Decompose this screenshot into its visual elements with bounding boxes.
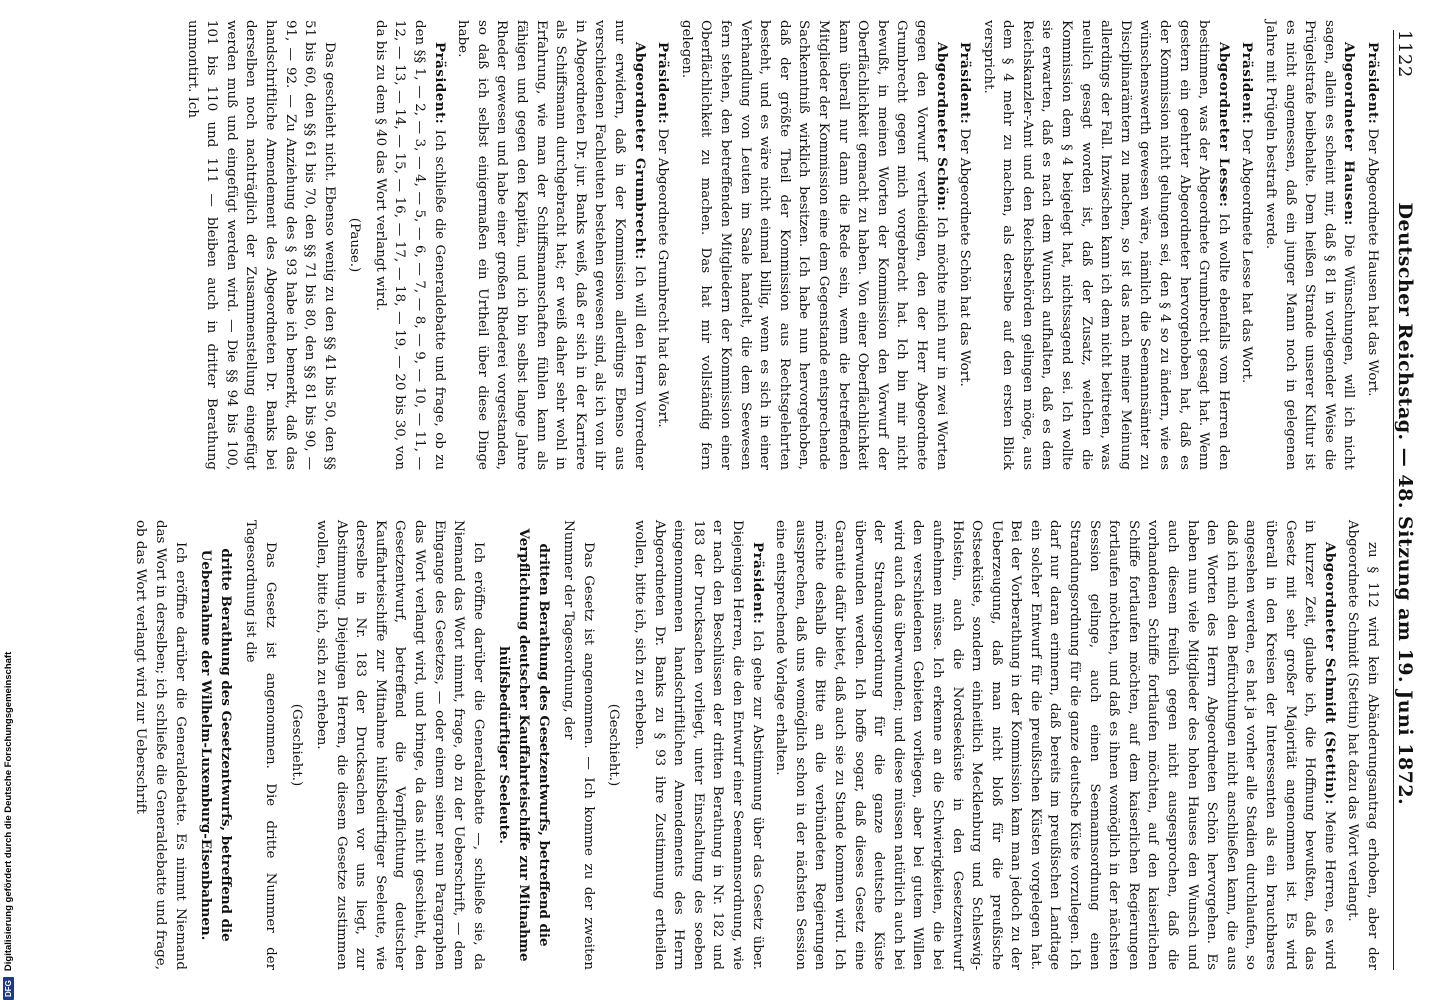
page-number: 1122 <box>1394 30 1415 78</box>
running-head <box>1393 30 1424 970</box>
paragraph-text: Ich eröffne darüber die Generaldebatte. Es nimmt Niemand das Wort in derselben; ich schließe die Generaldebatte und frage, ob das Wort verlangt wird zur Ueberschrift <box>133 520 188 970</box>
paragraph-text: Ich schließe die Generaldebatte und frage, ob zu den §§ 1, — 2, — 3, — 4, — 5, — 6, — 7, — 8, — 9, — 10, — 11, — 12, — 13, — 14, — 15, — 16, — 17, — 18, — 19, — 20 bis 30, von da bis zu dem § 40 das Wort verlangt wird. <box>372 20 447 470</box>
paragraph <box>1260 20 1358 470</box>
stage-direction: (Geschieht.) <box>288 703 304 787</box>
left-column <box>178 20 1382 470</box>
paragraph <box>1343 520 1382 970</box>
paragraph-text: Das Gesetz ist angenommen. — Ich komme zu der zweiten Nummer der Tagesordnung, der <box>561 520 596 970</box>
paragraph <box>131 520 190 970</box>
speaker-name: Präsident: <box>957 42 974 125</box>
dfg-logo-icon: DFG <box>3 977 14 1000</box>
paragraph <box>1362 20 1382 470</box>
paragraph-text: Der Abgeordnete Schön hat das Wort. <box>957 128 973 387</box>
speaker-name: Präsident: <box>1365 42 1381 125</box>
stage-direction: (Pause.) <box>347 217 363 273</box>
paragraph-text: Das Gesetz ist angenommen. Die dritte Nummer der Tagesordnung ist die <box>243 520 278 970</box>
speaker-name: Abgeordneter Schmidt (Stettin): <box>1321 542 1338 805</box>
agenda-heading: dritten Berathung des Gesetzentwurfs, betreffend die Verpflichtung deutscher Kauffahrteischiffe zur Mitnahme hülfsbedürftiger Seeleute. <box>496 528 552 962</box>
paragraph-text: Ich möchte mich nur in zwei Worten gegen den Vorwurf vertheidigen, den der Herr Abgeordnete Grumbrecht gegen mich vorgebracht hat. Ich bin mir nicht bewußt, in meinen Worten der Kommission den Vorwurf der Oberflächlichkeit gemacht zu haben. Von einer Oberflächlichkeit kann überall nur dann die Rede sein, wenn die betreffenden Mitglieder der Kommission eine dem Gegenstande entsprechende Sachkenntniß wirklich besitzen. Ich habe nun hervorgehoben, daß der größte Theil der Kommission aus Rechtsgelehrten besteht, und es wäre nicht einmal billig, wenn es sich in einer Verhandlung von Leuten im Saale handelt, die dem Seewesen fern stehen, den betreffenden Mitgliedern der Kommission einer Oberflächlichkeit zu machen. Das hat mir vollständig fern gelegen. <box>678 20 949 470</box>
right-column <box>127 520 1382 970</box>
speaker-name: Präsident: <box>431 42 448 125</box>
paragraph-text: Die Wünschungen, will ich nicht sagen, allein es scheint mir, daß § 81 in vorliegender Weise die Prügelstrafe beibehalte. Dem heißen Strande unserer Kultur ist es nicht angemessen, daß ein junger Mann noch in gelegenen Jahre mit Prügeln bestraft werde. <box>1263 20 1357 470</box>
paragraph-text: Ich wollte ebenfalls vom Herren den bestimmen, was der Abgeordnete Grumbrecht gesagt hat. Wenn gestern ein geehrter Abgeordneter hervorgehoben hat, daß es der Kommission nicht gelungen sei, den § 4 so zu ändern, wie es wünschenswerth gewesen wäre, nämlich die Seemannsämter zu Disciplinarämtern zu machen, so ist das nach meiner Meinung allerdings der Fall. Inzwischen kann ich dem nicht beitreten, was neulich gesagt worden ist, daß der Zusatz, welchen die Kommission dem § 4 beigelegt hat, nichtssagend sei. Ich wollte sie erwarten, daß es nach dem Wunsch aufhalten, daß es dem Reichskanzler-Amt und den Reichsbehörden gelingen möge, aus dem § 4 mehr zu machen, als derselbe auf den ersten Blick verspricht. <box>980 20 1231 470</box>
paragraph <box>453 20 649 470</box>
speaker-name: Abgeordneter Lesse: <box>1215 42 1232 208</box>
paragraph-text: Ich gehe zur Abstimmung über das Gesetz über. Diejenigen Herren, die den Entwurf einer Seemannsordnung, wie er nach den Beschlüssen der dritten Berathung in Nr. 182 und 183 der Drucksachen vorliegt, unter Einschaltung des soeben eingenommenen handschriftlichen Amendements des Herrn Abgeordneten Dr. Banks zu § 93 ihre Zustimmung ertheilen wollen, bitte ich, sich zu erheben. <box>632 520 765 970</box>
speaker-name: Abgeordneter Schön: <box>933 42 950 212</box>
speaker-name: Abgeordneter Grumbrecht: <box>631 42 648 260</box>
paragraph-text: zu § 112 wird kein Abänderungsantrag erhoben, aber der Abgeordnete Schmidt (Stettin) hat dazu das Wort verlangt. <box>1345 520 1380 970</box>
paragraph-text: Meine Herren, es wird in kurzer Zeit, glaube ich, die Hoffnung bewußten, daß das Gesetz mit sehr großer Majorität angenommen ist. Es wird überall in den Kreisen der Interessenten als ein brauchbares angesehen werden, es hat ja vorher alle Stadien durchlaufen, so daß ich mich den Befürchtungen nicht anschließen kann, die aus den Worten des Herrn Abgeordneten Schön hervorgehen. Es haben nun viele Mitglieder des hohen Hauses den Wunsch und auch diesem freilich gegen nicht ausgesprochen, daß die vorhandenen Schiffe fortlaufen möchten, auf den kaiserlichen Schiffe fortlaufen möchten, auf dem kaiserlichen Regierungen fortlaufen möchten, und daß es ihnen womöglich in der nächsten Session gelinge, auch einen Seemannsordnung einen Strandungsordnung für die ganze deutsche Küste vorzulegen. Ich darf nur daran erinnern, daß bereits im preußischen Landtage ein solcher Entwurf für die preußischen Küsten vorgelegen hat. Bei der Vorberathung in der Kommission kam man jedoch zu der Ueberzeugung, daß man nicht bloß für die preußische Ostseeküste, sondern einheitlich Mecklenburg und Schleswig-Holstein, auch die Nordseeküste in den Gesetzentwurf aufnehmen müsse. Ich erkenne an die Schwierigkeiten, die bei den verschiedenen Gebieten vorliegen, aber bei gutem Willen wird auch das überwunden; und diese müssen natürlich auch bei der Strandungsordnung für die ganze deutsche Küste überwunden werden. Ich hoffe sogar, daß dieses Gesetz eine Garantie dafür bietet, daß auch sie zu Stande kommen wird. Ich möchte deshalb die Bitte an die verbündeten Regierungen aussprechen, daß uns womöglich schon in der nächsten Session eine entsprechende Vorlage erhalten. <box>773 520 1337 970</box>
paragraph <box>312 520 488 970</box>
speaker-name: Präsident: <box>749 542 766 625</box>
stage-direction: (Geschieht.) <box>606 703 622 787</box>
paragraph <box>629 520 766 970</box>
paragraph-text: Ich will den Herrn Vorredner nur erwidern, daß in der Kommission allerdings Ebenso aus verschiedenen Fachleuten bestehen gewesen sind, als ich von ihr in Abgeordneten Dr. jur. Banks weiß, daß er sich in der Karriere als Schiffsmann durchgebracht hat; er weiß daher sehr wohl in Erfahrung, wie man der Schiffsmannschaften fühlen kann als fähigen und gegen den Kapitän, und ich bin selbst lange Jahre Rheder gewesen und habe einer großen Rhederei vorgestanden, so daß ich selbst einigermaßen ein Urtheil über diese Dinge habe. <box>455 20 647 470</box>
agenda-heading: dritte Berathung des Gesetzentwurfs, betreffend die Uebernahme der Wilhelm-Luxemburg-Eisenbahnen. <box>198 548 234 942</box>
paragraph <box>978 20 1233 470</box>
paragraph-text: Der Abgeordnete Hausen hat das Wort. <box>1365 128 1380 397</box>
paragraph <box>955 20 975 470</box>
speaker-name: Abgeordneter Hausen: <box>1341 42 1358 226</box>
paragraph <box>241 520 280 970</box>
paragraph-text: Der Abgeordnete Grumbrecht hat das Wort. <box>655 128 671 428</box>
paragraph <box>559 520 598 970</box>
paragraph <box>370 20 448 470</box>
paragraph <box>676 20 950 470</box>
paragraph-text: Ich eröffne darüber die Generaldebatte —, schließe sie, da Niemand das Wort nimmt, frage, ob zu der Ueberschrift, — dem Eingange des Gesetzes, — oder einem seiner neun Paragraphen das Wort verlangt wird, und bringe, da das nicht geschieht, den Gesetzentwurf, betreffend die Verpflichtung deutscher Kauffahrteischiffe zur Mitnahme hülfsbedürftiger Seeleute, wie derselbe in Nr. 183 der Drucksachen vor uns liegt, zur Abstimmung. Diejenigen Herren, die diesem Gesetze zustimmen wollen, bitte ich, sich zu erheben. <box>314 520 486 970</box>
paragraph-text: Der Abgeordnete Lesse hat das Wort. <box>1239 128 1255 384</box>
paragraph <box>1237 20 1257 470</box>
digitization-credit-text: Digitalisierung gefördert durch die Deutsche Forschungsgemeinschaft <box>3 651 14 972</box>
paragraph <box>653 20 673 470</box>
paragraph <box>182 20 339 470</box>
speaker-name: Präsident: <box>1239 42 1256 125</box>
paragraph-text: Das geschieht nicht. Ebenso wenig zu den §§ 41 bis 50, den §§ 51 bis 60, den §§ 61 bis 70, den §§ 71 bis 80, den §§ 81 bis 90, — 91, — 92. — Zu Anziehung des § 93 habe ich bemerkt, daß das handschriftliche Amendement des Abgeordneten Dr. Banks bei derselben noch nachträglich der Zusammenstellung eingefügt werden muß und eingefügt werden wird. — Die §§ 94 bis 100, 101 bis 110 und 111 — bleiben auch in dritter Berathung unmontirt. Ich <box>184 20 337 470</box>
digitization-credit <box>3 652 14 1000</box>
page-title: Deutscher Reichstag. — 48. Sitzung am 19. Juni 1872. <box>1394 202 1416 806</box>
paragraph <box>771 520 1339 970</box>
speaker-name: Präsident: <box>655 42 672 125</box>
